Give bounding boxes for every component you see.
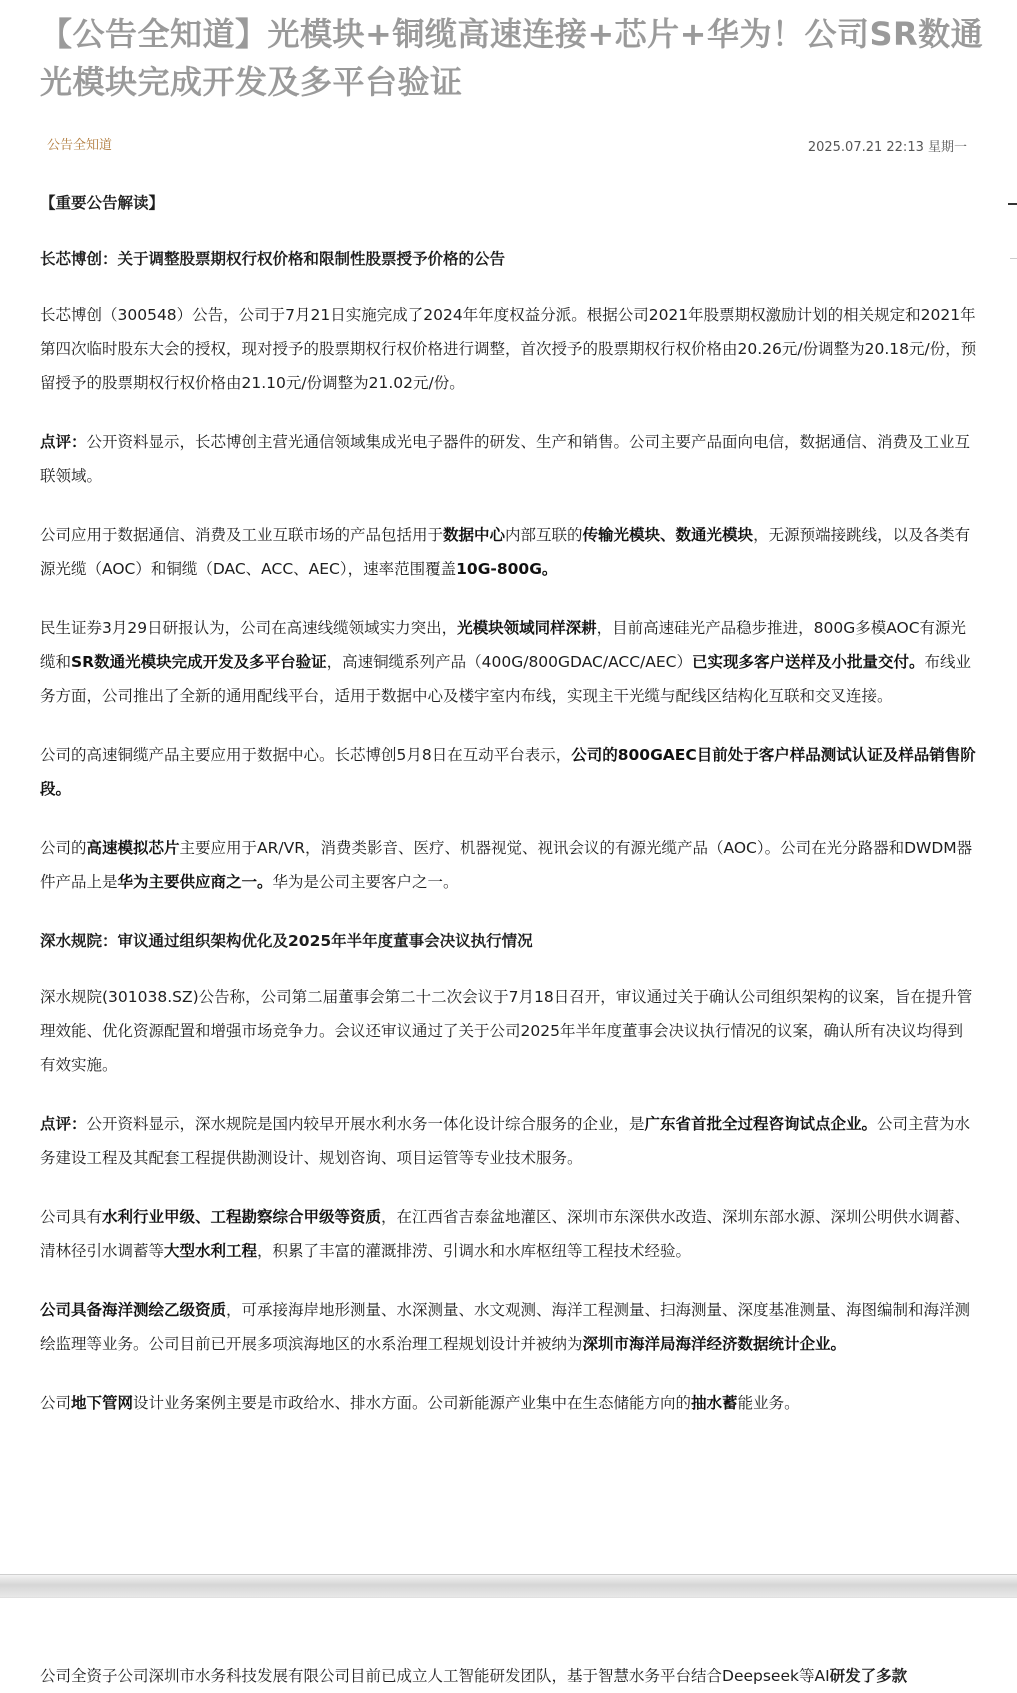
paragraph (40, 831, 978, 899)
text-run: 主要应用于AR/VR，消费类影音、医疗、机器视觉、视讯会议的有源光缆产品（AOC）。公司在光分路器和DWDM器件产品上是 (40, 839, 973, 891)
text-run: 能业务。 (737, 1394, 800, 1412)
paragraph (40, 1200, 978, 1268)
bold-text: 抽水蓄 (691, 1394, 738, 1412)
bold-text: 点评： (40, 433, 87, 451)
scroll-indicator (1008, 203, 1017, 205)
paragraph (40, 611, 978, 713)
text-run: ，在江西省吉泰盆地灌区、深圳市东深供水改造、深圳东部水源、深圳公明供水调蓄、清林径引水调蓄等 (40, 1208, 971, 1260)
text-run: 公司主营为水务建设工程及其配套工程提供勘测设计、规划咨询、项目运管等专业技术服务。 (40, 1115, 971, 1167)
bold-text: SR数通光模块完成开发及多平台验证 (71, 653, 327, 671)
bold-text: 水利行业甲级、工程勘察综合甲级等资质 (102, 1208, 382, 1226)
continued-paragraph (40, 1659, 1000, 1693)
bold-text: 广东省首批全过程咨询试点企业。 (644, 1115, 878, 1133)
section-heading: 【重要公告解读】 (40, 194, 165, 212)
text-run: 公开资料显示，深水规院是国内较早开展水利水务一体化设计综合服务的企业，是 (86, 1115, 645, 1133)
bold-text: 光模块领域同样深耕 (457, 619, 597, 637)
text-run: 公司应用于数据通信、消费及工业互联市场的产品包括用于 (40, 526, 444, 544)
paragraph (40, 518, 978, 586)
text-run: 设计业务案例主要是市政给水、排水方面。公司新能源产业集中在生态储能方向的 (133, 1394, 692, 1412)
bold-text: 公司具备海洋测绘乙级资质 (40, 1301, 227, 1319)
bold-text: 数据中心 (443, 526, 506, 544)
bold-text: 点评： (40, 1115, 87, 1133)
paragraph (40, 738, 978, 806)
article-title: 【公告全知道】光模块+铜缆高速连接+芯片+华为！公司SR数通光模块完成开发及多平台验证 (40, 15, 984, 101)
article-source[interactable]: 公告全知道 (47, 138, 113, 153)
text-run: 公司的 (40, 839, 87, 857)
text-run: ，可承接海岸地形测量、水深测量、水文观测、海洋工程测量、扫海测量、深度基准测量、海图编制和海洋测绘监理等业务。公司目前已开展多项滨海地区的水系治理工程规划设计并被纳为 (40, 1301, 971, 1353)
text-run: 公司全资子公司深圳市水务科技发展有限公司目前已成立人工智能研发团队，基于智慧水务平台结合Deepseek等AI (40, 1667, 830, 1685)
text-run: 公司的高速铜缆产品主要应用于数据中心。长芯博创5月8日在互动平台表示， (40, 746, 572, 764)
announcement-heading: 长芯博创：关于调整股票期权行权价格和限制性股票授予价格的公告 (40, 250, 506, 268)
page-break-divider (0, 1574, 1017, 1598)
bold-text: 传输光模块、数通光模块 (582, 526, 754, 544)
text-run: 民生证券3月29日研报认为，公司在高速线缆领域实力突出， (40, 619, 458, 637)
paragraph: 长芯博创（300548）公告，公司于7月21日实施完成了2024年年度权益分派。根据公司2021年股票期权激励计划的相关规定和2021年第四次临时股东大会的授权，现对授予的股票期权行权价格进行调整，首次授予的股票期权行权价格由20.26元/份调整为20.18元/份，预留授予的股票期权行权价格由21.10元/份调整为21.02元/份。 (40, 306, 977, 392)
bold-text: 大型水利工程 (164, 1242, 258, 1260)
bold-text: 深圳市海洋局海洋经济数据统计企业。 (582, 1335, 847, 1353)
bold-text: 地下管网 (71, 1394, 134, 1412)
text-run: ，积累了丰富的灌溉排涝、引调水和水库枢纽等工程技术经验。 (257, 1242, 692, 1260)
paragraph: 深水规院(301038.SZ)公告称，公司第二届董事会第二十二次会议于7月18日召开，审议通过关于确认公司组织架构的议案，旨在提升管理效能、优化资源配置和增强市场竞争力。会议还审议通过了关于公司2025年半年度董事会决议执行情况的议案，确认所有决议均得到有效实施。 (40, 988, 973, 1074)
bold-text: 公司的800GAEC目前处于客户样品测试认证及样品销售阶段。 (40, 746, 976, 798)
text-run: ，无源预端接跳线，以及各类有源光缆（AOC）和铜缆（DAC、ACC、AEC），速率范围覆盖 (40, 526, 971, 578)
text-run: 公开资料显示，长芯博创主营光通信领域集成光电子器件的研发、生产和销售。公司主要产品面向电信，数据通信、消费及工业互联领域。 (40, 433, 971, 485)
bold-text: 华为主要供应商之一。 (117, 873, 273, 891)
announcement-heading: 深水规院：审议通过组织架构优化及2025年半年度董事会决议执行情况 (40, 932, 533, 950)
text-run: 公司具有 (40, 1208, 103, 1226)
bold-text: 高速模拟芯片 (86, 839, 180, 857)
text-run: 华为是公司主要客户之一。 (272, 873, 459, 891)
bold-text: 研发了多款 (829, 1667, 908, 1685)
bold-text: 已实现多客户送样及小批量交付。 (692, 653, 925, 671)
text-run: 内部互联的 (505, 526, 583, 544)
text-run: 布线业务方面，公司推出了全新的通用配线平台，适用于数据中心及楼宇室内布线，实现主干光缆与配线区结构化互联和交叉连接。 (40, 653, 972, 705)
scroll-track-mark (1010, 258, 1017, 259)
text-run: ，高速铜缆系列产品（400G/800GDAC/ACC/AEC） (326, 653, 692, 671)
paragraph (40, 1107, 978, 1175)
bold-text: 10G-800G。 (456, 560, 558, 578)
text-run: ，目前高速硅光产品稳步推进，800G多模AOC有源光缆和 (40, 619, 967, 671)
paragraph (40, 425, 978, 493)
paragraph (40, 1293, 978, 1361)
text-run: 公司 (40, 1394, 72, 1412)
article-date: 2025.07.21 22:13 星期一 (807, 140, 967, 155)
paragraph (40, 1386, 978, 1420)
article-body (40, 186, 978, 1445)
